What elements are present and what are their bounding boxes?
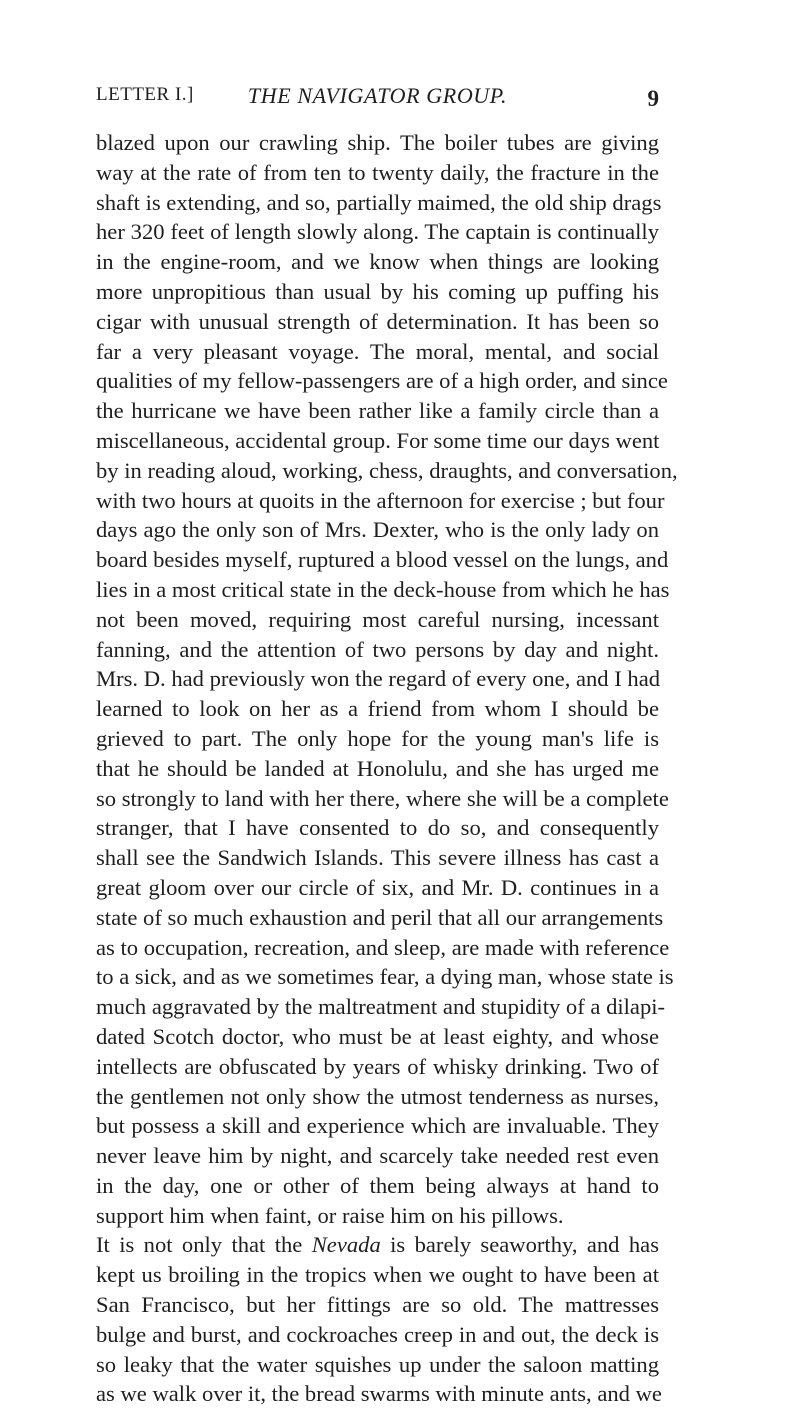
text-line: San Francisco, but her fittings are so old. The mattresses — [96, 1292, 659, 1318]
text-line: bulge and burst, and cockroaches creep in and out, the deck is — [96, 1321, 659, 1347]
ship-name: Nevada — [311, 1232, 381, 1258]
text-line: way at the rate of from ten to twenty daily, the fracture in the — [96, 159, 659, 185]
text-line: learned to look on her as a friend from whom I should be — [96, 696, 659, 722]
text-line: so leaky that the water squishes up under the saloon matting — [96, 1351, 659, 1377]
text-line: fanning, and the attention of two persons by day and night. — [96, 636, 659, 662]
text-line: in the day, one or other of them being always at hand to — [96, 1172, 659, 1198]
text-line: kept us broiling in the tropics when we ought to have been at — [96, 1262, 659, 1288]
text-line: much aggravated by the maltreatment and stupidity of a dilapi- — [96, 994, 666, 1020]
text-line: in the engine-room, and we know when things are looking — [96, 249, 659, 275]
page-body — [96, 128, 678, 1409]
line-segment: is barely seaworthy, and has — [380, 1232, 659, 1258]
text-line: far a very pleasant voyage. The moral, mental, and social — [96, 338, 659, 364]
text-line: as we walk over it, the bread swarms with minute ants, and we — [96, 1381, 662, 1407]
text-line: but possess a skill and experience which are invaluable. They — [96, 1113, 659, 1139]
text-line: shall see the Sandwich Islands. This severe illness has cast a — [96, 845, 659, 871]
text-line: miscellaneous, accidental group. For some time our days went — [96, 427, 660, 453]
text-line: stranger, that I have consented to do so, and consequently — [96, 815, 659, 841]
text-line: days ago the only son of Mrs. Dexter, who is the only lady on — [96, 517, 659, 543]
text-line: blazed upon our crawling ship. The boiler tubes are giving — [96, 130, 659, 155]
chapter-label: LETTER I.] — [96, 84, 194, 105]
text-line: intellects are obfuscated by years of whisky drinking. Two of — [96, 1053, 659, 1079]
text-line: Mrs. D. had previously won the regard of every one, and I had — [96, 666, 661, 692]
text-line: not been moved, requiring most careful nursing, incessant — [96, 606, 659, 632]
text-line: shaft is extending, and so, partially maimed, the old ship drags — [96, 189, 662, 215]
text-line: that he should be landed at Honolulu, and she has urged me — [96, 755, 659, 781]
text-line: qualities of my fellow-passengers are of a high order, and since — [96, 368, 668, 394]
text-line: state of so much exhaustion and peril that all our arrangements — [96, 904, 664, 930]
text-line: grieved to part. The only hope for the young man's life is — [96, 725, 659, 751]
text-line: board besides myself, ruptured a blood vessel on the lungs, and — [96, 547, 669, 573]
text-line: by in reading aloud, working, chess, draughts, and conversation, — [96, 457, 678, 483]
text-line: to a sick, and as we sometimes fear, a dying man, whose state is — [96, 964, 674, 990]
text-line: lies in a most critical state in the deck-house from which he has — [96, 576, 670, 602]
text-line: the hurricane we have been rather like a family circle than a — [96, 398, 659, 424]
text-line: as to occupation, recreation, and sleep, are made with reference — [96, 934, 670, 960]
text-line: so strongly to land with her there, where she will be a complete — [96, 785, 669, 811]
line-segment: It is not only that the — [96, 1232, 312, 1258]
page-number: 9 — [647, 86, 659, 111]
text-line: never leave him by night, and scarcely take needed rest even — [96, 1143, 659, 1169]
text-line: dated Scotch doctor, who must be at least eighty, and whose — [96, 1023, 659, 1049]
text-line: support him when faint, or raise him on his pillows. — [96, 1202, 564, 1228]
text-line: the gentlemen not only show the utmost tenderness as nurses, — [96, 1083, 659, 1109]
paragraph-opening-line — [96, 1230, 659, 1260]
text-line: her 320 feet of length slowly along. The captain is continually — [96, 219, 659, 245]
text-line: cigar with unusual strength of determination. It has been so — [96, 308, 659, 334]
running-title: THE NAVIGATOR GROUP. — [247, 83, 508, 108]
running-header — [96, 80, 659, 120]
text-line: with two hours at quoits in the afternoon for exercise ; but four — [96, 487, 665, 513]
text-line: great gloom over our circle of six, and Mr. D. continues in a — [96, 874, 659, 900]
text-line: more unpropitious than usual by his coming up puffing his — [96, 278, 659, 304]
